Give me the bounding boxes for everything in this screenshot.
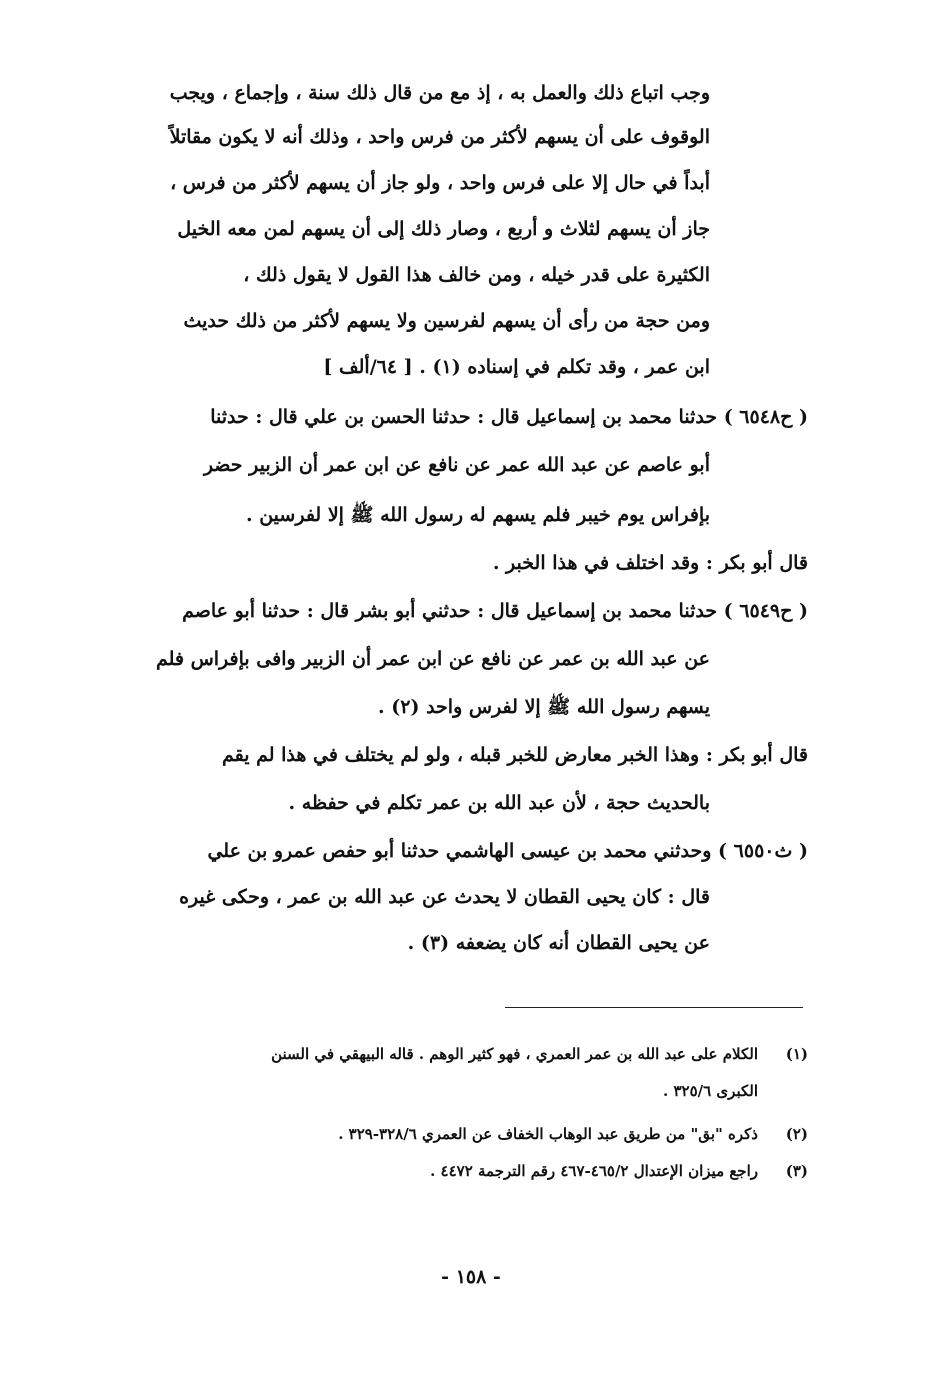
entry-line: يسهم رسول الله ﷺ إلا لفرس واحد (٢) . <box>378 696 710 718</box>
footnote-text: الكلام على عبد الله بن عمر العمري ، فهو كثير الوهم . قاله البيهقي في السنن <box>271 1045 758 1063</box>
entry-line: عن عبد الله بن عمر عن نافع عن ابن عمر أن الزبير وافى بإفراس فلم <box>155 648 710 670</box>
entry-line: قال : كان يحيى القطان لا يحدث عن عبد الله بن عمر ، وحكى غيره <box>179 886 710 908</box>
body-line: ابن عمر ، وقد تكلم في إسناده (١) . [ ٦٤/ألف ] <box>323 356 710 378</box>
page-number: - ١٥٨ - <box>441 1266 501 1288</box>
athar-entry-6550: ( ث٦٥٥٠ ) وحدثني محمد بن عيسى الهاشمي حدثنا أبو حفص عمرو بن علي <box>207 840 808 862</box>
hadith-entry-6548: ( ح٦٥٤٨ ) حدثنا محمد بن إسماعيل قال : حدثنا الحسن بن علي قال : حدثنا <box>210 406 808 428</box>
body-line: الكثيرة على قدر خيله ، ومن خالف هذا القول لا يقول ذلك ، <box>243 264 710 286</box>
body-line: ومن حجة من رأى أن يسهم لفرسين ولا يسهم لأكثر من ذلك حديث <box>183 310 710 332</box>
abu-bakr-comment: قال أبو بكر : وهذا الخبر معارض للخبر قبله ، ولو لم يختلف في هذا لم يقم <box>221 744 808 766</box>
footnote-separator <box>505 1007 803 1008</box>
hadith-entry-6549: ( ح٦٥٤٩ ) حدثنا محمد بن إسماعيل قال : حدثني أبو بشر قال : حدثنا أبو عاصم <box>182 600 808 622</box>
abu-bakr-comment: قال أبو بكر : وقد اختلف في هذا الخبر . <box>492 552 808 574</box>
body-line: أبداً في حال إلا على فرس واحد ، ولو جاز أن يسهم لأكثر من فرس ، <box>170 172 710 194</box>
footnote-number: (١) <box>785 1045 808 1063</box>
footnote-number: (٢) <box>785 1125 808 1143</box>
footnote-text: ذكره "بق" من طريق عبد الوهاب الخفاف عن العمري ٣٢٨/٦-٣٢٩ . <box>338 1125 758 1143</box>
footnote-text-cont: الكبرى ٣٢٥/٦ . <box>663 1082 758 1100</box>
body-line: وجب اتباع ذلك والعمل به ، إذ مع من قال ذلك سنة ، وإجماع ، ويجب <box>169 82 710 104</box>
entry-line: بإفراس يوم خيبر فلم يسهم له رسول الله ﷺ إلا لفرسين . <box>245 504 710 526</box>
entry-line: أبو عاصم عن عبد الله عمر عن نافع عن ابن عمر أن الزبير حضر <box>203 454 710 476</box>
entry-line: بالحديث حجة ، لأن عبد الله بن عمر تكلم في حفظه . <box>288 792 710 814</box>
entry-line: عن يحيى القطان أنه كان يضعفه (٣) . <box>407 932 710 954</box>
body-line: الوقوف على أن يسهم لأكثر من فرس واحد ، وذلك أنه لا يكون مقاتلاً <box>169 126 710 148</box>
footnote-text: راجع ميزان الإعتدال ٤٦٥/٢-٤٦٧ رقم الترجمة ٤٤٧٢ . <box>430 1162 758 1180</box>
footnote-number: (٣) <box>785 1162 808 1180</box>
body-line: جاز أن يسهم لثلاث و أربع ، وصار ذلك إلى أن يسهم لمن معه الخيل <box>177 218 710 240</box>
